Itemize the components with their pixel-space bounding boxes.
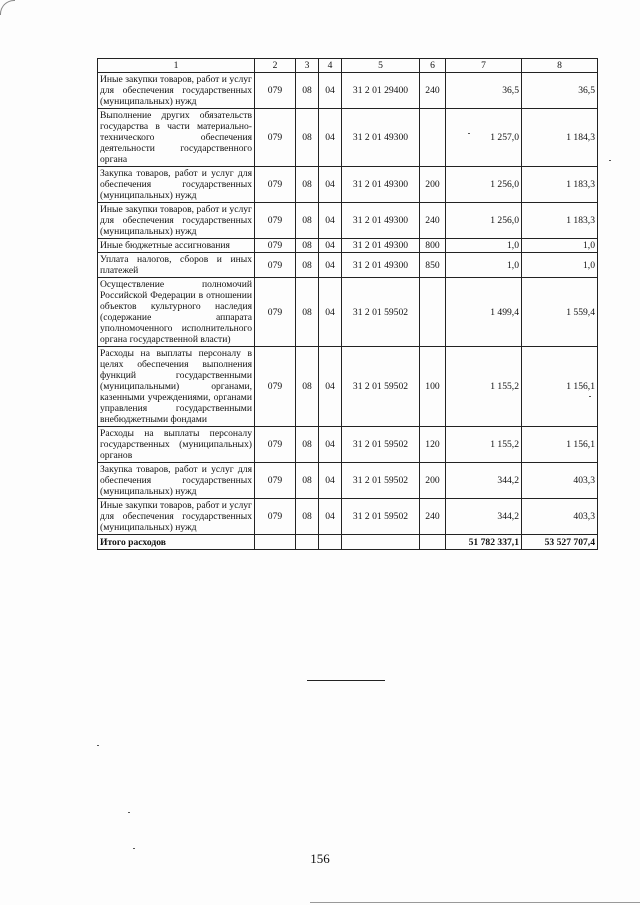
subsection-code: 04 [319,239,342,253]
subsection-code: 04 [319,109,342,167]
amount-year1: 1 499,4 [446,278,522,347]
target-article-code: 31 2 01 49300 [342,239,420,253]
amount-year2: 1 156,1 [522,427,598,463]
expense-description: Закупка товаров, работ и услуг для обеспечения государственных (муниципальных) нужд [98,167,255,203]
subsection-code: 04 [319,203,342,239]
table-row [98,347,598,427]
section-divider [307,680,385,681]
table-cell [255,535,296,550]
target-article-code: 31 2 01 59502 [342,347,420,427]
budget-table [97,58,598,550]
table-cell [420,535,446,550]
expense-description: Иные закупки товаров, работ и услуг для обеспечения государственных (муниципальных) нужд [98,203,255,239]
amount-year1: 36,5 [446,73,522,109]
amount-year1: 1 257,0 [446,109,522,167]
table-row [98,499,598,535]
section-code: 08 [296,347,319,427]
section-code: 08 [296,109,319,167]
expense-description: Иные закупки товаров, работ и услуг для обеспечения государственных (муниципальных) нужд [98,73,255,109]
ministry-code: 079 [255,253,296,278]
header-cell: 3 [296,59,319,73]
amount-year1: 344,2 [446,463,522,499]
table-row [98,203,598,239]
header-cell: 8 [522,59,598,73]
table-row [98,167,598,203]
amount-year2: 1,0 [522,253,598,278]
ministry-code: 079 [255,463,296,499]
amount-year2: 1 183,3 [522,167,598,203]
ministry-code: 079 [255,239,296,253]
expense-description: Осуществление полномочий Российской Федерации в отношении объектов культурного наследия (содержание аппарата уполномоченного исполнительного органа государственной власти) [98,278,255,347]
scan-speck [133,848,135,849]
expense-type-code: 240 [420,203,446,239]
expense-description: Иные закупки товаров, работ и услуг для обеспечения государственных (муниципальных) нужд [98,499,255,535]
target-article-code: 31 2 01 49300 [342,203,420,239]
section-code: 08 [296,278,319,347]
ministry-code: 079 [255,278,296,347]
target-article-code: 31 2 01 59502 [342,463,420,499]
table-row [98,253,598,278]
amount-year2: 1 559,4 [522,278,598,347]
amount-year2: 403,3 [522,499,598,535]
amount-year1: 1 155,2 [446,427,522,463]
target-article-code: 31 2 01 49300 [342,109,420,167]
header-cell: 1 [98,59,255,73]
ministry-code: 079 [255,347,296,427]
total-amount-year1: 51 782 337,1 [446,535,522,550]
expense-type-code: 240 [420,499,446,535]
header-cell: 4 [319,59,342,73]
section-code: 08 [296,239,319,253]
header-cell: 7 [446,59,522,73]
ministry-code: 079 [255,109,296,167]
expense-type-code: 200 [420,463,446,499]
scan-bottom-edge [310,902,640,903]
table-body [98,73,598,535]
section-code: 08 [296,167,319,203]
table-cell [342,535,420,550]
subsection-code: 04 [319,347,342,427]
expense-type-code: 100 [420,347,446,427]
expense-description: Выполнение других обязательств государства в части материально-технического обеспечения деятельности государственного органа [98,109,255,167]
subsection-code: 04 [319,427,342,463]
subsection-code: 04 [319,167,342,203]
expense-type-code: 200 [420,167,446,203]
ministry-code: 079 [255,499,296,535]
target-article-code: 31 2 01 29400 [342,73,420,109]
expense-description: Иные бюджетные ассигнования [98,239,255,253]
table-header-row [98,59,598,73]
ministry-code: 079 [255,203,296,239]
amount-year1: 1 256,0 [446,203,522,239]
ministry-code: 079 [255,427,296,463]
expense-description: Расходы на выплаты персоналу государственных (муниципальных) органов [98,427,255,463]
table-row [98,463,598,499]
header-cell: 6 [420,59,446,73]
amount-year2: 1 184,3 [522,109,598,167]
total-row [98,535,598,550]
target-article-code: 31 2 01 59502 [342,278,420,347]
amount-year1: 1 256,0 [446,167,522,203]
scan-speck [97,745,99,746]
amount-year2: 36,5 [522,73,598,109]
scan-speck [609,160,611,161]
subsection-code: 04 [319,253,342,278]
section-code: 08 [296,203,319,239]
amount-year2: 1 156,1 [522,347,598,427]
scan-speck [128,812,130,813]
amount-year1: 1 155,2 [446,347,522,427]
expense-type-code [420,109,446,167]
subsection-code: 04 [319,499,342,535]
expense-type-code: 240 [420,73,446,109]
header-cell: 2 [255,59,296,73]
expense-type-code: 120 [420,427,446,463]
scan-corner-mark [0,0,15,15]
expense-description: Закупка товаров, работ и услуг для обеспечения государственных (муниципальных) нужд [98,463,255,499]
target-article-code: 31 2 01 59502 [342,427,420,463]
target-article-code: 31 2 01 59502 [342,499,420,535]
section-code: 08 [296,253,319,278]
section-code: 08 [296,427,319,463]
expense-description: Уплата налогов, сборов и иных платежей [98,253,255,278]
amount-year2: 1,0 [522,239,598,253]
subsection-code: 04 [319,278,342,347]
table-row [98,278,598,347]
table-row [98,109,598,167]
total-amount-year2: 53 527 707,4 [522,535,598,550]
amount-year1: 344,2 [446,499,522,535]
section-code: 08 [296,73,319,109]
table-row [98,427,598,463]
amount-year2: 1 183,3 [522,203,598,239]
scan-speck [589,396,591,397]
ministry-code: 079 [255,73,296,109]
ministry-code: 079 [255,167,296,203]
target-article-code: 31 2 01 49300 [342,253,420,278]
header-cell: 5 [342,59,420,73]
table-row [98,239,598,253]
amount-year2: 403,3 [522,463,598,499]
table-cell [296,535,319,550]
expense-description: Расходы на выплаты персоналу в целях обеспечения выполнения функций государственными (муниципальными) органами, казенными учреждениями, органами управления государственными внебюджетными фондами [98,347,255,427]
page-number: 156 [310,851,330,866]
subsection-code: 04 [319,463,342,499]
table-row [98,73,598,109]
expense-type-code [420,278,446,347]
expense-type-code: 850 [420,253,446,278]
subsection-code: 04 [319,73,342,109]
target-article-code: 31 2 01 49300 [342,167,420,203]
amount-year1: 1,0 [446,239,522,253]
section-code: 08 [296,463,319,499]
amount-year1: 1,0 [446,253,522,278]
total-label: Итого расходов [98,535,255,550]
table-cell [319,535,342,550]
expense-type-code: 800 [420,239,446,253]
section-code: 08 [296,499,319,535]
scan-speck [468,133,470,134]
